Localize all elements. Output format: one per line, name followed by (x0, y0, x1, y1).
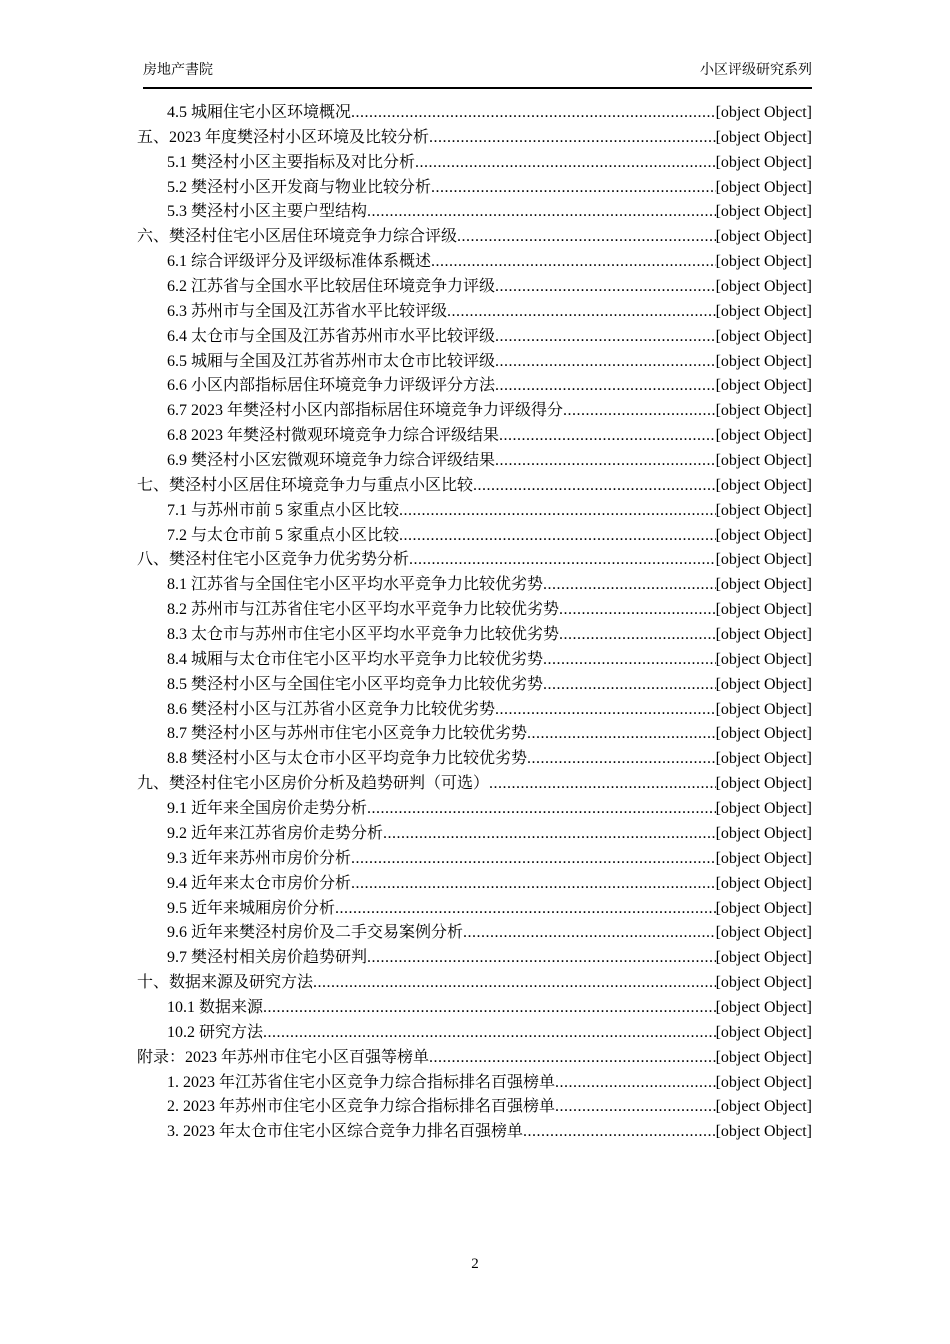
toc-entry-page-number: [object Object] (715, 476, 812, 494)
dot-leader (543, 648, 716, 673)
toc-entry-title: 9.1 近年来全国房价走势分析 (167, 800, 368, 818)
toc-entry-page-number: [object Object] (715, 849, 812, 867)
dot-leader (495, 325, 716, 350)
dot-leader (559, 598, 716, 623)
toc-entry[interactable] (137, 1046, 812, 1071)
dot-leader (335, 897, 716, 922)
toc-entry[interactable] (137, 225, 812, 250)
toc-entry-page-number: [object Object] (715, 1123, 812, 1141)
toc-entry[interactable] (137, 598, 812, 623)
toc-entry[interactable] (137, 797, 812, 822)
toc-entry-page-number: [object Object] (715, 949, 812, 967)
dot-leader (457, 225, 716, 250)
toc-entry-page-number: [object Object] (715, 551, 812, 569)
toc-entry-title: 5.3 樊泾村小区主要户型结构 (167, 203, 368, 221)
dot-leader (499, 424, 716, 449)
toc-entry-page-number: [object Object] (715, 1048, 812, 1066)
toc-entry[interactable] (137, 126, 812, 151)
toc-entry-title: 2. 2023 年苏州市住宅小区竞争力综合指标排名百强榜单 (167, 1098, 556, 1116)
toc-entry[interactable] (137, 971, 812, 996)
toc-entry-title: 9.3 近年来苏州市房价分析 (167, 849, 352, 867)
toc-entry[interactable] (137, 623, 812, 648)
toc-entry-title: 10.1 数据来源 (167, 998, 264, 1016)
dot-leader (495, 449, 716, 474)
dot-leader (527, 722, 716, 747)
toc-entry-page-number: [object Object] (715, 899, 812, 917)
toc-entry[interactable] (137, 1071, 812, 1096)
dot-leader (563, 399, 716, 424)
toc-entry-title: 6.3 苏州市与全国及江苏省水平比较评级 (167, 302, 448, 320)
dot-leader (473, 474, 716, 499)
toc-entry[interactable] (137, 449, 812, 474)
toc-entry-title: 5.2 樊泾村小区开发商与物业比较分析 (167, 178, 432, 196)
toc-entry-page-number: [object Object] (715, 974, 812, 992)
toc-entry-page-number: [object Object] (715, 1023, 812, 1041)
dot-leader (495, 275, 716, 300)
toc-entry-title: 7.2 与太仓市前 5 家重点小区比较 (167, 526, 400, 544)
dot-leader (313, 971, 716, 996)
toc-entry-page-number: [object Object] (715, 228, 812, 246)
toc-entry-page-number: [object Object] (715, 526, 812, 544)
toc-entry-title: 6.2 江苏省与全国水平比较居住环境竞争力评级 (167, 278, 496, 296)
toc-entry-page-number: [object Object] (715, 725, 812, 743)
toc-entry-title: 6.1 综合评级评分及评级标准体系概述 (167, 253, 432, 271)
toc-entry[interactable] (137, 499, 812, 524)
toc-entry-title: 6.9 樊泾村小区宏微观环境竞争力综合评级结果 (167, 452, 496, 470)
dot-leader (429, 126, 716, 151)
dot-leader (263, 1021, 716, 1046)
dot-leader (367, 946, 716, 971)
toc-entry-page-number: [object Object] (715, 253, 812, 271)
dot-leader (399, 524, 716, 549)
dot-leader (367, 797, 716, 822)
toc-entry[interactable] (137, 200, 812, 225)
dot-leader (495, 350, 716, 375)
toc-entry-page-number: [object Object] (715, 824, 812, 842)
toc-entry-title: 十、数据来源及研究方法 (137, 974, 314, 992)
toc-entry-title: 7.1 与苏州市前 5 家重点小区比较 (167, 501, 400, 519)
dot-leader (415, 151, 716, 176)
header-rule (143, 87, 812, 89)
toc-entry-page-number: [object Object] (715, 626, 812, 644)
toc-entry[interactable] (137, 151, 812, 176)
toc-entry[interactable] (137, 872, 812, 897)
toc-entry[interactable] (137, 1095, 812, 1120)
toc-entry[interactable] (137, 921, 812, 946)
page-header (143, 62, 812, 80)
toc-entry-page-number: [object Object] (715, 576, 812, 594)
dot-leader (543, 673, 716, 698)
dot-leader (263, 996, 716, 1021)
toc-entry-title: 6.5 城厢与全国及江苏省苏州市太仓市比较评级 (167, 352, 496, 370)
toc-entry-title: 8.2 苏州市与江苏省住宅小区平均水平竞争力比较优劣势 (167, 601, 560, 619)
toc-entry-page-number: [object Object] (715, 203, 812, 221)
toc-entry[interactable] (137, 300, 812, 325)
dot-leader (383, 822, 716, 847)
dot-leader (527, 747, 716, 772)
toc-entry-page-number: [object Object] (715, 601, 812, 619)
toc-entry[interactable] (137, 747, 812, 772)
toc-entry[interactable] (137, 548, 812, 573)
page-footer (0, 1256, 950, 1273)
dot-leader (351, 101, 716, 126)
toc-entry-page-number: [object Object] (715, 750, 812, 768)
dot-leader (367, 200, 716, 225)
toc-entry-title: 6.7 2023 年樊泾村小区内部指标居住环境竞争力评级得分 (167, 402, 564, 420)
toc-entry-title: 五、2023 年度樊泾村小区环境及比较分析 (137, 128, 430, 146)
toc-entry-page-number: [object Object] (715, 452, 812, 470)
toc-entry[interactable] (137, 946, 812, 971)
toc-entry-page-number: [object Object] (715, 700, 812, 718)
toc-entry-title: 8.7 樊泾村小区与苏州市住宅小区竞争力比较优劣势 (167, 725, 528, 743)
toc-entry[interactable] (137, 648, 812, 673)
toc-entry[interactable] (137, 374, 812, 399)
toc-entry-title: 6.8 2023 年樊泾村微观环境竞争力综合评级结果 (167, 427, 500, 445)
dot-leader (429, 1046, 716, 1071)
toc-entry-page-number: [object Object] (715, 501, 812, 519)
toc-entry-title: 9.4 近年来太仓市房价分析 (167, 874, 352, 892)
dot-leader (559, 623, 716, 648)
toc-entry-title: 附录：2023 年苏州市住宅小区百强等榜单 (137, 1048, 430, 1066)
dot-leader (351, 847, 716, 872)
toc-entry-title: 8.1 江苏省与全国住宅小区平均水平竞争力比较优劣势 (167, 576, 544, 594)
table-of-contents (137, 101, 812, 1145)
toc-entry-title: 10.2 研究方法 (167, 1023, 264, 1041)
dot-leader (543, 573, 716, 598)
dot-leader (555, 1071, 716, 1096)
toc-entry[interactable] (137, 822, 812, 847)
toc-entry-page-number: [object Object] (715, 924, 812, 942)
toc-entry-title: 七、樊泾村小区居住环境竞争力与重点小区比较 (137, 476, 474, 494)
toc-entry[interactable] (137, 250, 812, 275)
toc-entry-title: 1. 2023 年江苏省住宅小区竞争力综合指标排名百强榜单 (167, 1073, 556, 1091)
dot-leader (495, 698, 716, 723)
toc-entry-page-number: [object Object] (715, 104, 812, 121)
toc-entry-page-number: [object Object] (715, 775, 812, 793)
toc-entry-page-number: [object Object] (715, 675, 812, 693)
toc-entry[interactable] (137, 1120, 812, 1145)
toc-entry-page-number: [object Object] (715, 874, 812, 892)
toc-entry-page-number: [object Object] (715, 427, 812, 445)
toc-entry-page-number: [object Object] (715, 650, 812, 668)
toc-entry-title: 8.8 樊泾村小区与太仓市小区平均竞争力比较优劣势 (167, 750, 528, 768)
toc-entry-title: 4.5 城厢住宅小区环境概况 (167, 104, 352, 121)
toc-entry-title: 9.5 近年来城厢房价分析 (167, 899, 336, 917)
toc-entry-page-number: [object Object] (715, 153, 812, 171)
toc-entry[interactable] (137, 847, 812, 872)
toc-entry[interactable] (137, 325, 812, 350)
toc-entry-title: 8.5 樊泾村小区与全国住宅小区平均竞争力比较优劣势 (167, 675, 544, 693)
toc-entry-page-number: [object Object] (715, 302, 812, 320)
dot-leader (555, 1095, 716, 1120)
dot-leader (351, 872, 716, 897)
dot-leader (489, 772, 716, 797)
toc-entry-title: 8.4 城厢与太仓市住宅小区平均水平竞争力比较优劣势 (167, 650, 544, 668)
dot-leader (463, 921, 716, 946)
toc-entry-title: 9.2 近年来江苏省房价走势分析 (167, 824, 384, 842)
toc-entry[interactable] (137, 573, 812, 598)
toc-entry-page-number: [object Object] (715, 800, 812, 818)
toc-entry[interactable] (137, 176, 812, 201)
dot-leader (409, 548, 716, 573)
toc-entry-title: 9.6 近年来樊泾村房价及二手交易案例分析 (167, 924, 464, 942)
toc-entry[interactable] (137, 996, 812, 1021)
toc-entry[interactable] (137, 474, 812, 499)
dot-leader (431, 250, 716, 275)
toc-entry-title: 八、樊泾村住宅小区竞争力优劣势分析 (137, 551, 410, 569)
dot-leader (447, 300, 716, 325)
toc-entry-title: 8.3 太仓市与苏州市住宅小区平均水平竞争力比较优劣势 (167, 626, 560, 644)
toc-entry[interactable] (137, 698, 812, 723)
toc-entry-title: 8.6 樊泾村小区与江苏省小区竞争力比较优劣势 (167, 700, 496, 718)
dot-leader (399, 499, 716, 524)
toc-entry[interactable] (137, 772, 812, 797)
toc-entry[interactable] (137, 101, 812, 126)
toc-entry-title: 六、樊泾村住宅小区居住环境竞争力综合评级 (137, 228, 458, 246)
toc-entry[interactable] (137, 673, 812, 698)
toc-entry-page-number: [object Object] (715, 327, 812, 345)
dot-leader (431, 176, 716, 201)
page-number: 2 (471, 1256, 479, 1272)
toc-entry-title: 3. 2023 年太仓市住宅小区综合竞争力排名百强榜单 (167, 1123, 524, 1141)
toc-entry[interactable] (137, 350, 812, 375)
dot-leader (523, 1120, 716, 1145)
toc-entry[interactable] (137, 524, 812, 549)
toc-entry-page-number: [object Object] (715, 278, 812, 296)
toc-entry-page-number: [object Object] (715, 1073, 812, 1091)
header-left-text: 房地产書院 (143, 63, 213, 78)
toc-entry[interactable] (137, 1021, 812, 1046)
toc-entry[interactable] (137, 399, 812, 424)
toc-entry[interactable] (137, 424, 812, 449)
toc-entry-page-number: [object Object] (715, 178, 812, 196)
toc-entry-title: 6.4 太仓市与全国及江苏省苏州市水平比较评级 (167, 327, 496, 345)
header-right-text: 小区评级研究系列 (700, 63, 812, 78)
dot-leader (495, 374, 716, 399)
toc-entry-title: 九、樊泾村住宅小区房价分析及趋势研判（可选） (137, 775, 490, 793)
toc-entry-page-number: [object Object] (715, 352, 812, 370)
toc-entry-title: 5.1 樊泾村小区主要指标及对比分析 (167, 153, 416, 171)
toc-entry-title: 9.7 樊泾村相关房价趋势研判 (167, 949, 368, 967)
toc-entry[interactable] (137, 897, 812, 922)
toc-entry-page-number: [object Object] (715, 402, 812, 420)
toc-entry-page-number: [object Object] (715, 377, 812, 395)
toc-entry[interactable] (137, 275, 812, 300)
toc-entry-title: 6.6 小区内部指标居住环境竞争力评级评分方法 (167, 377, 496, 395)
toc-entry[interactable] (137, 722, 812, 747)
toc-entry-page-number: [object Object] (715, 1098, 812, 1116)
toc-entry-page-number: [object Object] (715, 998, 812, 1016)
toc-entry-page-number: [object Object] (715, 128, 812, 146)
